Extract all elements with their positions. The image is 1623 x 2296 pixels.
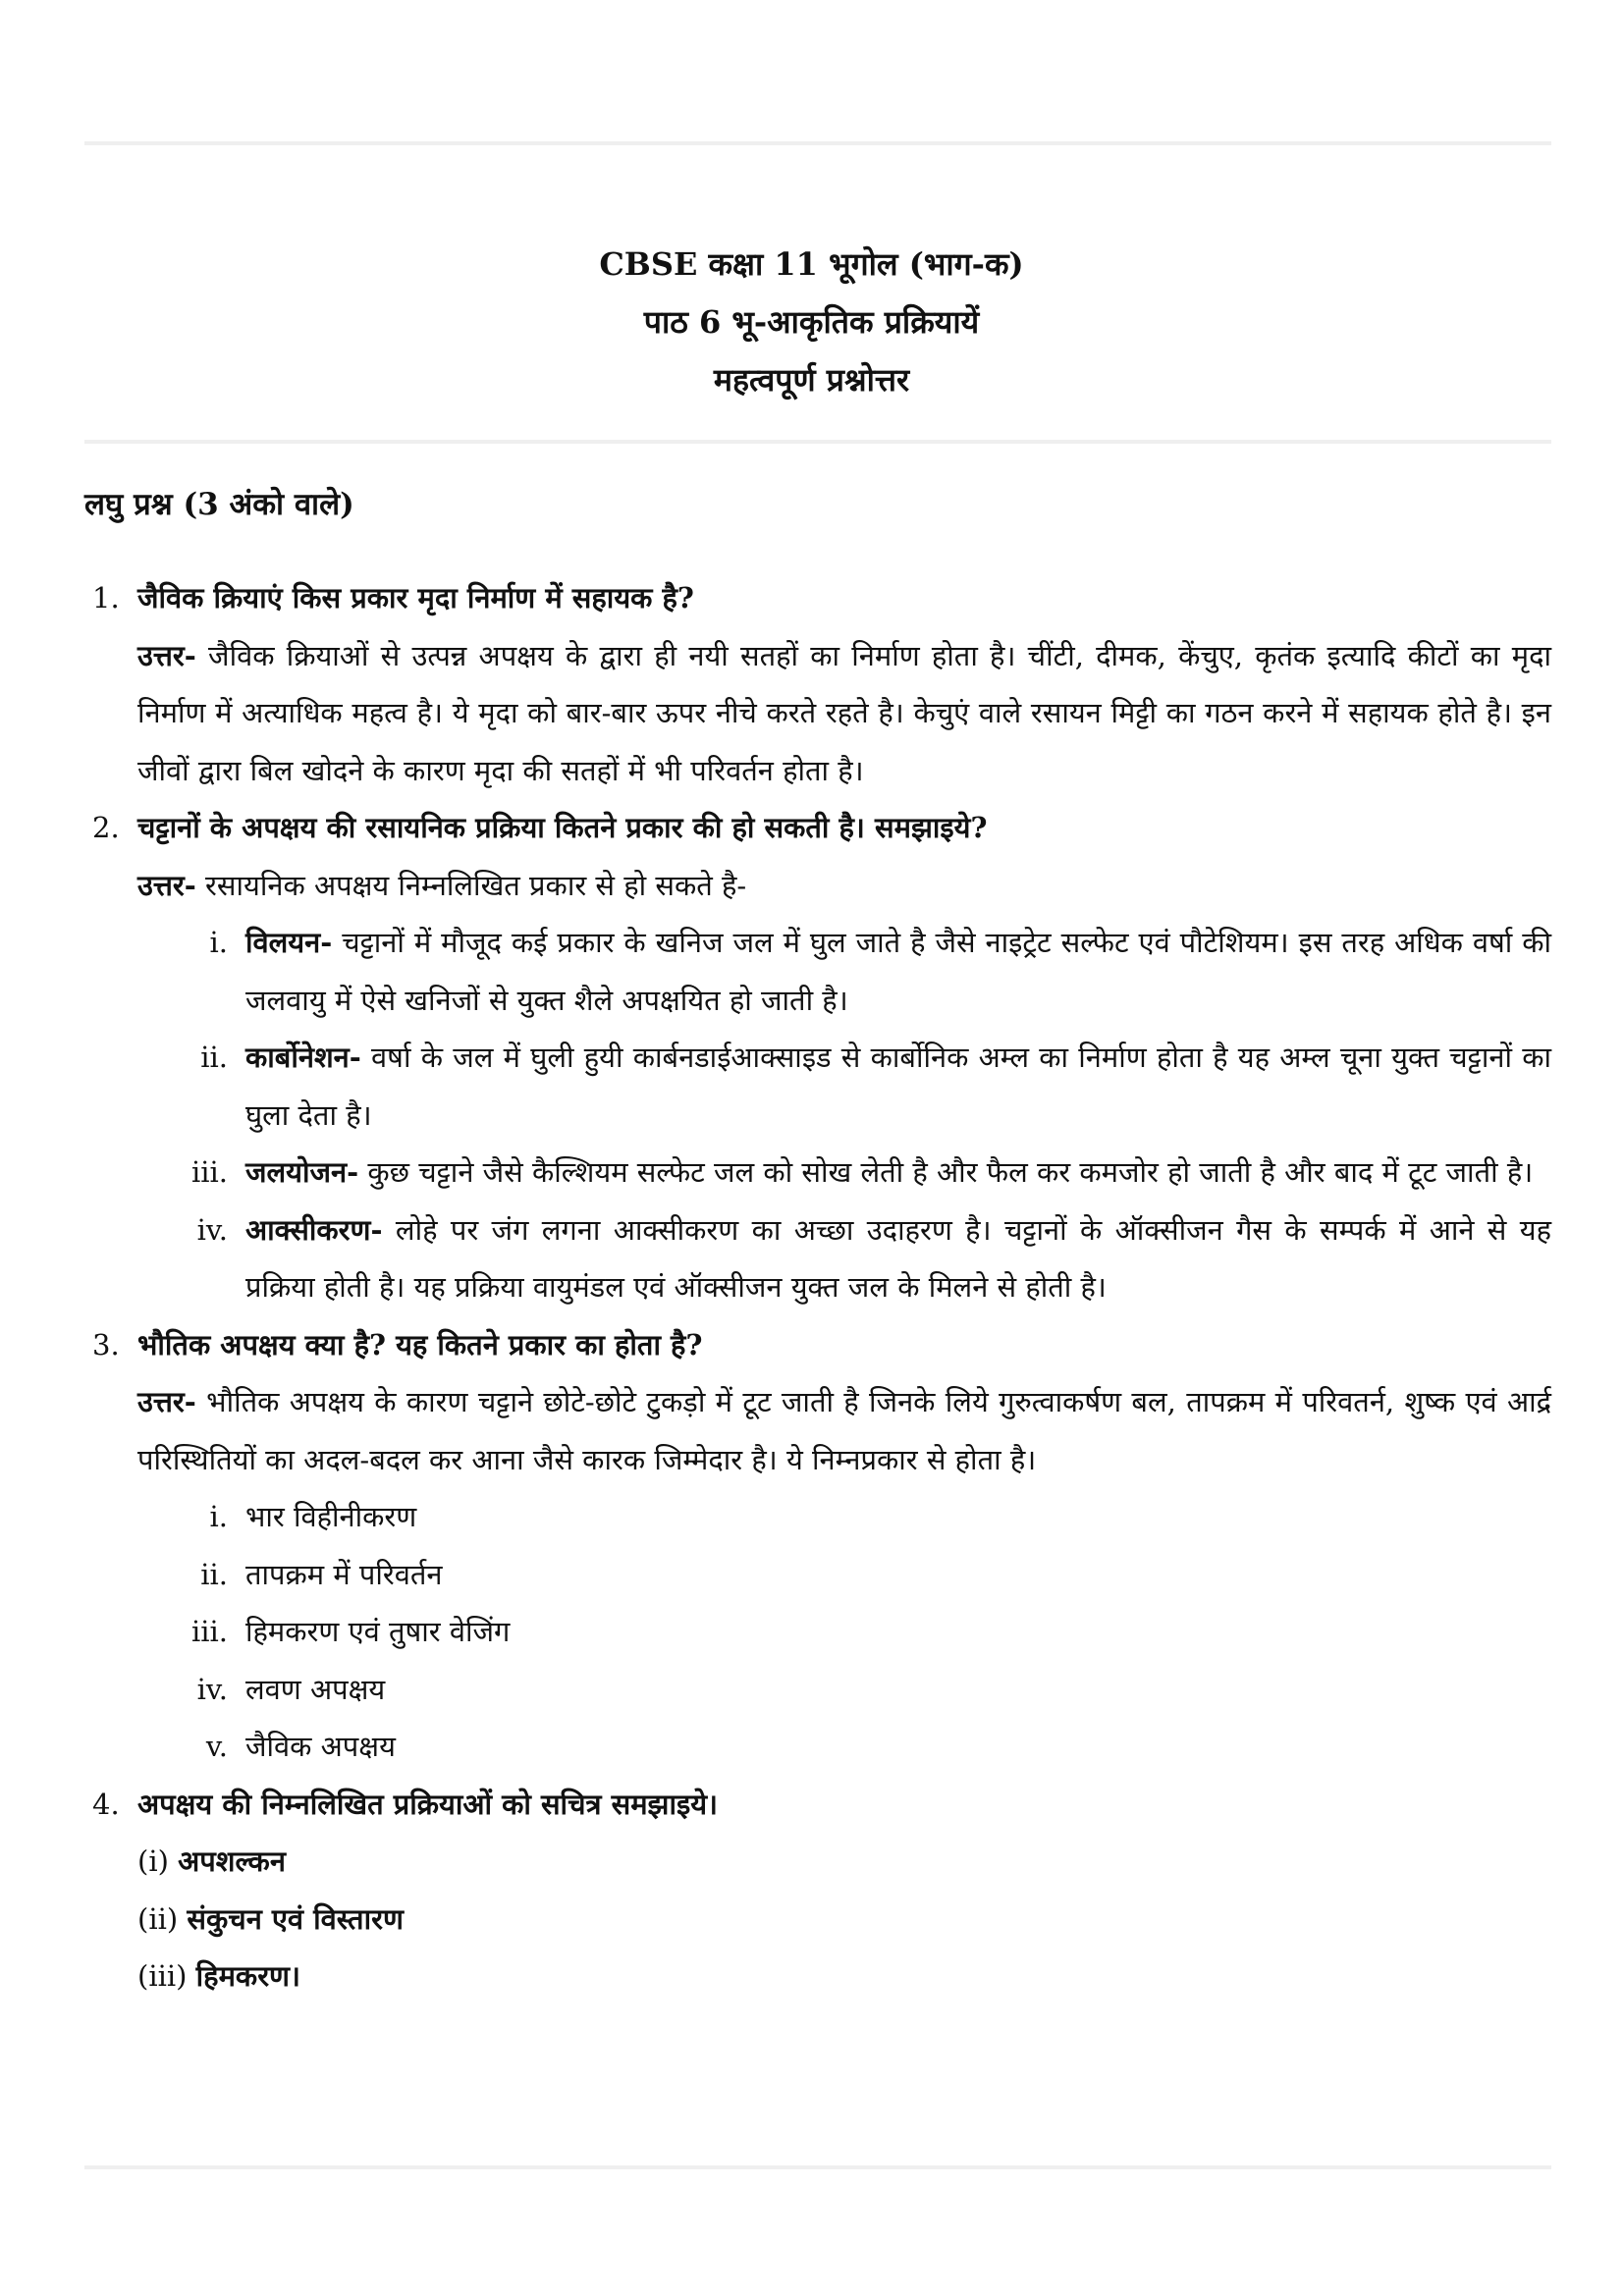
sub-item-text: कुछ चट्टाने जैसे कैल्शियम सल्फेट जल को सोख लेती है और फैल कर कमजोर हो जाती है और बाद में टूट जाती है।	[358, 1155, 1534, 1189]
list-item-number: iv.	[196, 1672, 228, 1706]
sub-item-number: iv.	[196, 1212, 228, 1247]
sub-item-label: आक्सीकरण-	[245, 1212, 383, 1247]
list-item	[84, 1833, 1551, 1891]
header-subtitle: महत्वपूर्ण प्रश्नोत्तर	[713, 361, 910, 399]
question-text: भौतिक अपक्षय क्या है? यह कितने प्रकार का होता है?	[137, 1327, 703, 1362]
sub-item-label: कार्बोनेशन-	[245, 1041, 361, 1074]
sub-item-text: लोहे पर जंग लगना आक्सीकरण का अच्छा उदाहरण है। चट्टानों के ऑक्सीजन गैस के सम्पर्क में आने से यह प्रक्रिया होती है। यह प्रक्रिया वायुमंडल एवं ऑक्सीजन युक्त जल के मिलने से होती है।	[245, 1212, 1551, 1304]
list-item-text: लवण अपक्षय	[245, 1672, 386, 1706]
list-item	[84, 1948, 1551, 2005]
list-item-number: ii.	[200, 1557, 228, 1591]
list-item-number: (iii)	[137, 1959, 188, 1993]
list-item	[137, 1661, 1551, 1719]
answer-text: रसायनिक अपक्षय निम्नलिखित प्रकार से हो सकते है-	[195, 868, 747, 902]
sub-item-number: i.	[209, 926, 228, 959]
answer-label: उत्तर-	[137, 868, 196, 902]
question-list	[84, 569, 1551, 2005]
header-title: CBSE कक्षा 11 भूगोल (भाग-क)	[599, 245, 1024, 283]
section-title: लघु प्रश्न (3 अंको वाले)	[84, 487, 354, 522]
question-3	[84, 1316, 1551, 1776]
sub-item-2	[137, 1029, 1551, 1144]
sub-item-3	[137, 1144, 1551, 1201]
sub-item-number: iii.	[190, 1155, 228, 1189]
list-item	[84, 1891, 1551, 1949]
list-item-number: (ii)	[137, 1901, 179, 1936]
sub-item-4	[137, 1201, 1551, 1316]
list-item-number: v.	[205, 1730, 228, 1763]
sub-item-label: विलयन-	[245, 926, 333, 959]
list-item-text: हिमकरण।	[195, 1959, 301, 1993]
sub-item-text: चट्टानों में मौजूद कई प्रकार के खनिज जल में घुल जाते है जैसे नाइट्रेट सल्फेट एवं पौटेशियम। इस तरह अधिक वर्षा की जलवायु में ऐसे खनिजों से युक्त शैले अपक्षयित हो जाती है।	[245, 926, 1551, 1017]
list-item-text: जैविक अपक्षय	[245, 1730, 396, 1763]
question-number: 3.	[92, 1327, 120, 1362]
answer-text: भौतिक अपक्षय के कारण चट्टाने छोटे-छोटे टुकड़ो में टूट जाती है जिनके लिये गुरुत्वाकर्षण बल, तापक्रम में परिवतर्न, शुष्क एवं आर्द्र परिस्थितियों का अदल-बदल कर आना जैसे कारक जिम्मेदार है। ये निम्नप्रकार से होता है।	[137, 1385, 1551, 1476]
answer	[137, 857, 1551, 915]
answer-label: उत्तर-	[137, 638, 196, 672]
list-item	[137, 1603, 1551, 1661]
sub-item-label: जलयोजन-	[245, 1155, 359, 1189]
sub-item-text: वर्षा के जल में घुली हुयी कार्बनडाईआक्साइड से कार्बोनिक अम्ल का निर्माण होता है यह अम्ल चूना युक्त चट्टानों का घुला देता है।	[245, 1041, 1551, 1132]
question-text: जैविक क्रियाएं किस प्रकार मृदा निर्माण में सहायक है?	[137, 581, 694, 614]
answer-label: उत्तर-	[137, 1385, 196, 1418]
answer-text: जैविक क्रियाओं से उत्पन्न अपक्षय के द्वारा ही नयी सतहों का निर्माण होता है। चींटी, दीमक, केंचुए, कृतंक इत्यादि कीटों का मृदा निर्माण में अत्याधिक महत्व है। ये मृदा को बार-बार ऊपर नीचे करते रहते है। केचुएं वाले रसायन मिट्टी का गठन करने में सहायक होते है। इन जीवों द्वारा बिल खोदने के कारण मृदा की सतहों में भी परिवर्तन होता है।	[137, 638, 1551, 787]
list-item-text: तापक्रम में परिवर्तन	[245, 1557, 443, 1591]
list-item	[137, 1546, 1551, 1604]
document-header	[0, 236, 1623, 409]
question-4	[84, 1776, 1551, 1834]
sub-item-number: ii.	[200, 1041, 228, 1074]
header-chapter: पाठ 6 भू-आकृतिक प्रक्रियायें	[643, 303, 980, 341]
question-number: 4.	[92, 1787, 120, 1821]
question-text: चट्टानों के अपक्षय की रसायनिक प्रक्रिया कितने प्रकार की हो सकती है। समझाइये?	[137, 811, 988, 844]
question-1	[84, 569, 1551, 799]
list-item	[137, 1488, 1551, 1546]
list-item	[137, 1718, 1551, 1776]
list-item-number: i.	[209, 1500, 228, 1533]
list-item-number: iii.	[190, 1615, 228, 1648]
list-item-text: भार विहीनीकरण	[245, 1500, 417, 1533]
list-item-number: (i)	[137, 1844, 169, 1878]
answer	[137, 627, 1551, 800]
question-number: 2.	[92, 811, 120, 844]
list-item-text: संकुचन एवं विस्तारण	[187, 1901, 404, 1936]
sub-item-1	[137, 914, 1551, 1029]
bottom-divider	[84, 2165, 1551, 2169]
question-2	[84, 799, 1551, 1316]
answer	[137, 1373, 1551, 1488]
question-number: 1.	[92, 581, 120, 614]
list-item-text: अपशल्कन	[178, 1844, 286, 1878]
top-divider	[84, 141, 1551, 145]
header-divider	[84, 440, 1551, 444]
question-text: अपक्षय की निम्नलिखित प्रक्रियाओं को सचित्र समझाइये।	[137, 1787, 719, 1821]
list-item-text: हिमकरण एवं तुषार वेजिंग	[245, 1615, 511, 1648]
